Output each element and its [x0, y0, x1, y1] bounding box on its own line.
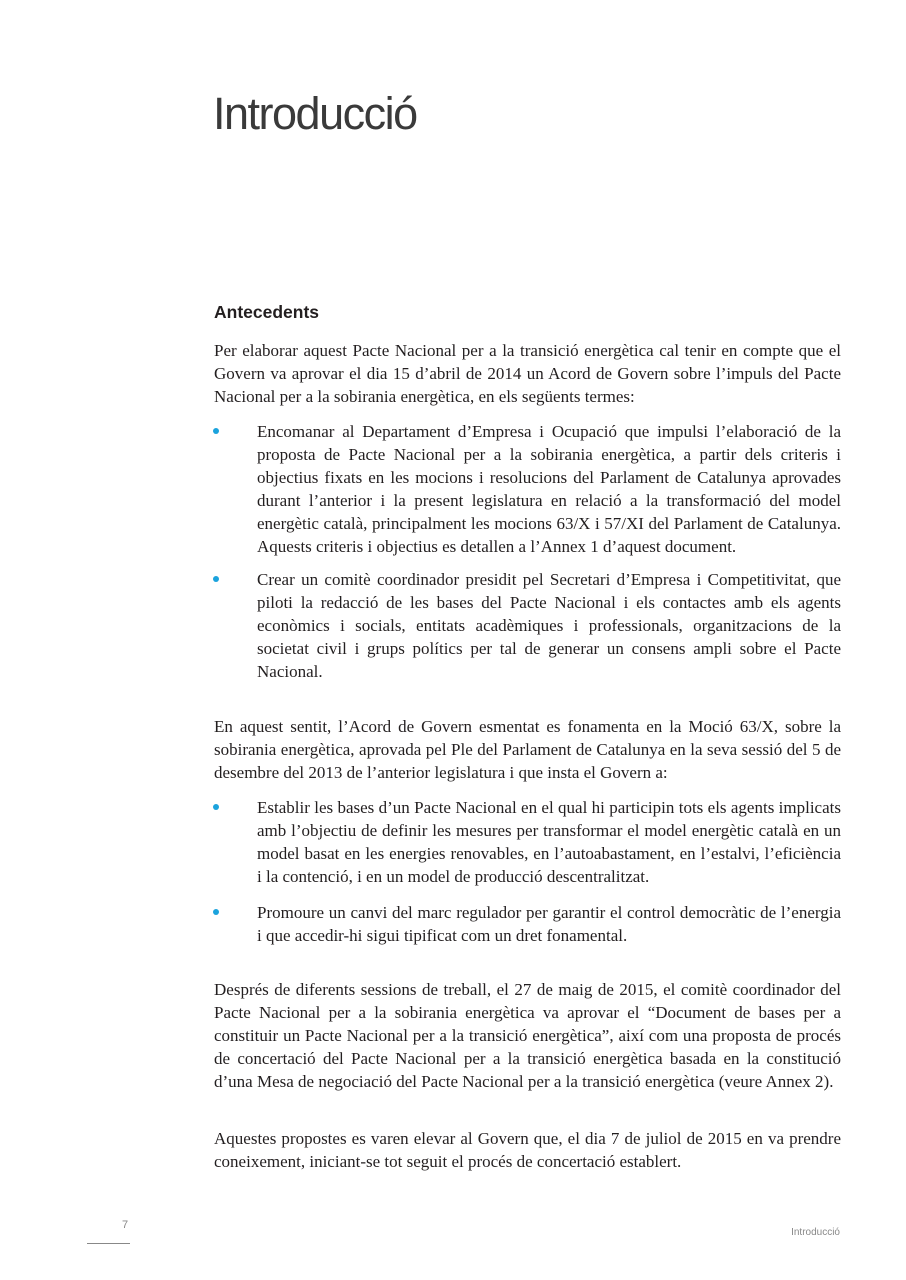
- list-item: Encomanar al Departament d’Empresa i Ocupació que impulsi l’elaboració de la proposta de Pacte Nacional per a la sobirania energètica, a partir dels criteris i objectius fixats en les mocions i resolucions del Parlament de Catalunya aprovades durant l’anterior i la present legislatura en relació a la transformació del model energètic català, principalment les mocions 63/X i 57/XI del Parlament de Catalunya. Aquests criteris i objectius es detallen a l’Annex 1 d’aquest document.: [257, 422, 841, 556]
- list-item: Promoure un canvi del marc regulador per garantir el control democràtic de l’energia i que accedir-hi sigui tipificat com un dret fonamental.: [257, 903, 841, 945]
- paragraph: Després de diferents sessions de treball, el 27 de maig de 2015, el comitè coordinador del Pacte Nacional per a la sobirania energètica va aprovar el “Document de bases per a constituir un Pacte Nacional per a la transició energètica”, així com una proposta de procés de concertació del Pacte Nacional per a la transició energètica basada en la constitució d’una Mesa de negociació del Pacte Nacional per a la transició energètica (veure Annex 2).: [214, 980, 841, 1091]
- footer-rule: [87, 1243, 130, 1244]
- paragraph: En aquest sentit, l’Acord de Govern esmentat es fonamenta en la Moció 63/X, sobre la sobirania energètica, aprovada pel Ple del Parlament de Catalunya en la seva sessió del 5 de desembre del 2013 de l’anterior legislatura i que insta el Govern a:: [214, 717, 841, 782]
- page-title: Introducció: [213, 88, 417, 139]
- bullet-icon: [213, 428, 219, 434]
- footer-section-title: Introducció: [791, 1227, 840, 1238]
- bullet-icon: [213, 909, 219, 915]
- list-item: Establir les bases d’un Pacte Nacional en el qual hi participin tots els agents implicats amb l’objectiu de definir les mesures per transformar el model energètic català en un model basat en les energies renovables, en l’autoabastament, en l’estalvi, l’eficiència i la contenció, i en un model de producció descentralitzat.: [257, 798, 841, 886]
- paragraph: Per elaborar aquest Pacte Nacional per a la transició energètica cal tenir en compte que el Govern va aprovar el dia 15 d’abril de 2014 un Acord de Govern sobre l’impuls del Pacte Nacional per a la sobirania energètica, en els següents termes:: [214, 341, 841, 406]
- page-number: 7: [122, 1219, 129, 1231]
- section-heading: Antecedents: [214, 302, 320, 322]
- paragraph: Aquestes propostes es varen elevar al Govern que, el dia 7 de juliol de 2015 en va prendre coneixement, iniciant-se tot seguit el procés de concertació establert.: [214, 1129, 841, 1171]
- list-item: Crear un comitè coordinador presidit pel Secretari d’Empresa i Competitivitat, que piloti la redacció de les bases del Pacte Nacional i els contactes amb els agents econòmics i socials, entitats acadèmiques i professionals, organitzacions de la societat civil i grups polítics per tal de generar un consens ampli sobre el Pacte Nacional.: [257, 570, 841, 681]
- bullet-icon: [213, 576, 219, 582]
- bullet-icon: [213, 804, 219, 810]
